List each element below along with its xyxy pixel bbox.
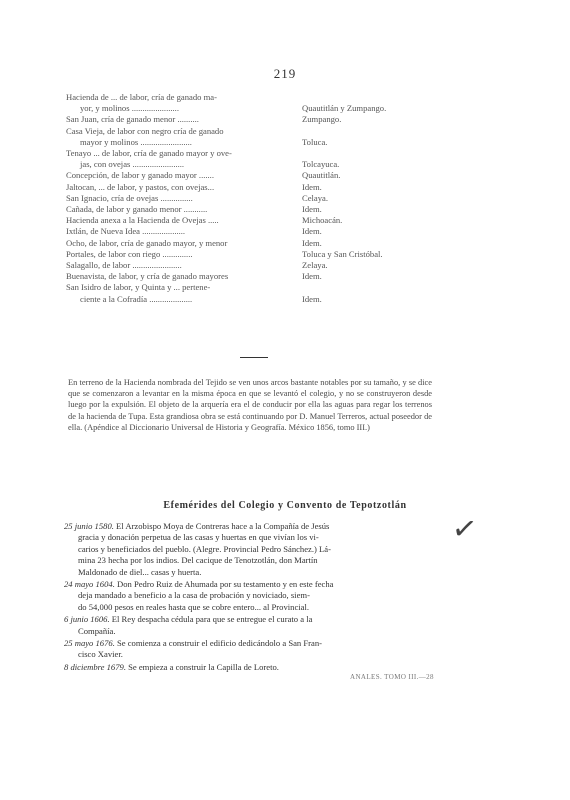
description-line: Concepción, de labor y ganado mayor ....... <box>66 170 214 181</box>
row-description <box>66 126 298 148</box>
table-row <box>66 249 446 260</box>
entry-text-line: cisco Xavier. <box>78 649 123 660</box>
row-location: Quautitlán. <box>302 170 341 181</box>
table-row <box>66 148 446 170</box>
row-description <box>66 226 298 237</box>
entry-text-line: do 54,000 pesos en reales hasta que se cobre entero... al Provincial. <box>78 601 310 612</box>
row-description <box>66 238 298 249</box>
row-location: Idem. <box>302 204 322 215</box>
chronology-entry <box>64 638 442 661</box>
description-line: mayor y molinos ........................ <box>80 136 192 147</box>
entry-date: 8 diciembre 1679. <box>64 661 129 672</box>
table-row <box>66 126 446 148</box>
chronology-entry <box>64 579 442 613</box>
row-location: Zelaya. <box>302 260 328 271</box>
description-line: Hacienda de ... de labor, cría de ganado ma- <box>66 92 217 102</box>
row-description <box>66 92 298 114</box>
row-location: Michoacán. <box>302 215 343 226</box>
entry-date: 25 junio 1580. <box>64 521 117 531</box>
row-location: Idem. <box>302 293 322 304</box>
row-location: Zumpango. <box>302 114 342 125</box>
table-row <box>66 193 446 204</box>
row-description <box>66 271 298 282</box>
description-line: Cañada, de labor y ganado menor ........... <box>66 204 208 215</box>
entry-date: 6 junio 1606. <box>64 614 112 625</box>
chronology-entry <box>64 662 442 673</box>
table-row <box>66 114 446 125</box>
table-row <box>66 215 446 226</box>
row-location: Idem. <box>302 181 322 192</box>
description-line: Casa Vieja, de labor con negro cría de ganado <box>66 125 224 136</box>
row-description <box>66 204 298 215</box>
row-location: Celaya. <box>302 192 329 203</box>
chronology-entry <box>64 614 442 637</box>
entry-text-line: deja mandado a beneficio a la casa de probación y noviciado, siem- <box>78 590 310 601</box>
row-location: Toluca. <box>302 136 328 147</box>
page-footnote: ANALES. TOMO III.—28 <box>350 673 434 681</box>
row-location: Idem. <box>302 226 322 237</box>
description-line: yor, y molinos ...................... <box>80 103 179 114</box>
body-paragraph: En terreno de la Hacienda nombrada del Tejido se ven unos arcos bastante notables por su tamaño, y se dice que se comenzaron a levantar en la misma época en que se levantó el colegio, y no se construyeron desde luego por la expulsión. El objeto de la arquería era el de conducir por ella las aguas para regar los terrenos de la hacienda de Tupa. Esta grandiosa obra se está continuando por D. Manuel Terreros, actual poseedor de ella. (Apéndice al Diccionario Universal de Historia y Geografía. México 1856, tomo III.) <box>68 378 432 432</box>
chronology-entry <box>64 521 442 578</box>
row-description <box>66 193 298 204</box>
description-line: Ixtlán, de Nueva Idea .................... <box>66 226 186 237</box>
description-line: San Isidro de labor, y Quinta y ... pertene- <box>66 282 211 293</box>
table-row <box>66 204 446 215</box>
table-row <box>66 238 446 249</box>
entry-text-line: Compañía. <box>78 625 116 636</box>
description-line: Tenayo ... de labor, cría de ganado mayor y ove- <box>66 148 232 159</box>
table-row <box>66 260 446 271</box>
hacienda-table <box>66 92 446 305</box>
row-description <box>66 282 298 304</box>
section-divider <box>240 357 268 358</box>
section-title: Efemérides del Colegio y Convento de Tepotzotlán <box>163 500 407 511</box>
entry-text-line: Maldonado de diel... casas y huerta. <box>78 566 202 577</box>
table-row <box>66 282 446 304</box>
table-row <box>66 271 446 282</box>
entry-text-line: carios y beneficiados del pueblo. (Alegre. Provincial Pedro Sánchez.) Lá- <box>78 543 331 554</box>
entry-date: 25 mayo 1676. <box>64 638 117 649</box>
description-line: Salagallo, de labor ....................... <box>66 260 182 271</box>
description-line: Jaltocan, ... de labor, y pastos, con ovejas... <box>66 181 215 192</box>
row-location: Idem. <box>302 237 322 248</box>
row-location: Idem. <box>302 271 322 282</box>
row-description <box>66 215 298 226</box>
row-description <box>66 260 298 271</box>
table-row <box>66 182 446 193</box>
row-location: Quautitlán y Zumpango. <box>302 103 387 114</box>
description-line: Portales, de labor con riego .............. <box>66 248 193 259</box>
description-line: ciente a la Cofradía .................... <box>80 293 193 304</box>
description-line: Hacienda anexa a la Hacienda de Ovejas ..... <box>66 215 219 226</box>
row-description <box>66 170 298 181</box>
entry-text-line: Don Pedro Ruiz de Ahumada por su testamento y en este fecha <box>117 579 334 590</box>
entry-text-line: gracia y donación perpetua de las casas y huertas en que vivían los vi- <box>78 532 319 543</box>
row-location: Tolcayuca. <box>302 159 340 170</box>
checkmark-icon: ✓ <box>449 510 480 549</box>
entry-text-line: mina 23 hecha por los indios. Del cacique de Tenotzotlán, don Martín <box>78 555 318 566</box>
row-description <box>66 114 298 125</box>
entry-text-line: El Arzobispo Moya de Contreras hace a la Compañía de Jesús <box>116 521 330 531</box>
entry-text-line: Se empieza a construir la Capilla de Loreto. <box>128 661 279 672</box>
table-row <box>66 226 446 237</box>
page-number: 219 <box>273 66 297 81</box>
chronology-list <box>64 521 442 674</box>
table-row <box>66 92 446 114</box>
row-description <box>66 249 298 260</box>
entry-text-line: Se comienza a construir el edificio dedicándolo a San Fran- <box>117 638 322 649</box>
row-description <box>66 148 298 170</box>
description-line: jas, con ovejas ........................ <box>80 159 185 170</box>
description-line: San Ignacio, cría de ovejas ............... <box>66 192 193 203</box>
description-line: Buenavista, de labor, y cría de ganado mayores <box>66 271 229 282</box>
description-line: Ocho, de labor, cría de ganado mayor, y menor <box>66 237 228 248</box>
table-row <box>66 170 446 181</box>
description-line: San Juan, cría de ganado menor .......... <box>66 114 199 125</box>
entry-text-line: El Rey despacha cédula para que se entregue el curato a la <box>111 614 313 625</box>
entry-date: 24 mayo 1604. <box>64 579 117 590</box>
row-description <box>66 182 298 193</box>
row-location: Toluca y San Cristóbal. <box>302 248 383 259</box>
